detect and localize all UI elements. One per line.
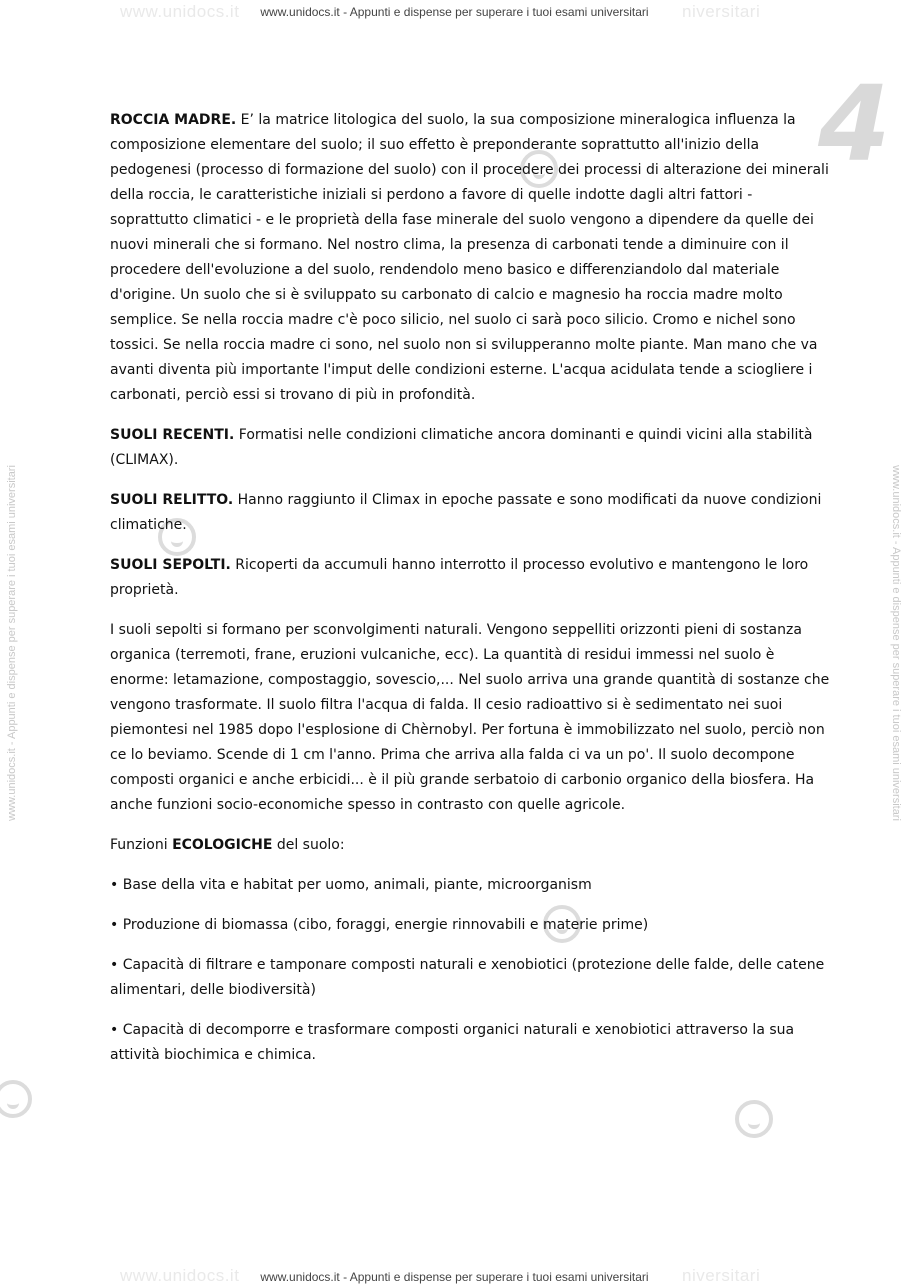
paragraph-suoli-sepolti-detail xyxy=(110,618,835,818)
watermark-ghost-right-top: niversitari xyxy=(682,2,761,21)
page-number: 4 xyxy=(818,63,891,185)
document-body xyxy=(110,108,835,1083)
functions-heading-after: del suolo: xyxy=(272,837,345,853)
paragraph-text: Formatisi nelle condizioni climatiche ancora dominanti e quindi vicini alla stabilità (CLIMAX). xyxy=(110,427,813,468)
watermark-side-left: www.unidocs.it - Appunti e dispense per superare i tuoi esami universitari xyxy=(6,465,18,821)
term-suoli-recenti: SUOLI RECENTI. xyxy=(110,427,235,443)
paragraph-text: I suoli sepolti si formano per sconvolgimenti naturali. Vengono seppelliti orizzonti pieni di sostanza organica (terremoti, frane, eruzioni vulcaniche, ecc). La quantità di residui immessi nel suolo è enorme: letamazione, compostaggio, sovescio,... Nel suolo arriva una grande quantità di sostanze che vengono trasformate. Il suolo filtra l'acqua di falda. Il cesio radioattivo si è sedimentato nei suoi piemontesi nel 1985 dopo l'esplosione di Chèrnobyl. Per fortuna è immobilizzato nel suolo, perciò non ce lo beviamo. Scende di 1 cm l'anno. Prima che arriva alla falda ci va un po'. Il suolo decompone composti organici e anche erbicidi... è il più grande serbatoio di carbonio organico della biosfera. Ha anche funzioni socio-economiche spesso in contrasto con quelle agricole. xyxy=(110,622,830,813)
bullet-item: • Produzione di biomassa (cibo, foraggi, energie rinnovabili e materie prime) xyxy=(110,917,649,933)
term-roccia-madre: ROCCIA MADRE. xyxy=(110,112,237,128)
watermark-banner-bottom: www.unidocs.it - Appunti e dispense per superare i tuoi esami universitari xyxy=(260,1270,649,1284)
term-suoli-relitto: SUOLI RELITTO. xyxy=(110,492,234,508)
paragraph-text: Hanno raggiunto il Climax in epoche passate e sono modificati da nuove condizioni climatiche. xyxy=(110,492,822,533)
functions-heading xyxy=(110,833,835,858)
bullet-item: • Capacità di filtrare e tamponare composti naturali e xenobiotici (protezione delle falde, delle catene alimentari, delle biodiversità) xyxy=(110,957,825,998)
bullet-item: • Base della vita e habitat per uomo, animali, piante, microorganism xyxy=(110,877,592,893)
watermark-banner-top: www.unidocs.it - Appunti e dispense per superare i tuoi esami universitari xyxy=(260,5,649,19)
watermark-ghost-left-top: www.unidocs.it xyxy=(120,2,240,21)
watermark-logo-icon xyxy=(735,1100,773,1138)
paragraph-roccia-madre xyxy=(110,108,835,408)
term-suoli-sepolti: SUOLI SEPOLTI. xyxy=(110,557,231,573)
bullet-item: • Capacità di decomporre e trasformare composti organici naturali e xenobiotici attraverso la sua attività biochimica e chimica. xyxy=(110,1022,795,1063)
paragraph-suoli-recenti xyxy=(110,423,835,473)
paragraph-suoli-relitto xyxy=(110,488,835,538)
watermark-logo-icon xyxy=(0,1080,32,1118)
watermark-ghost-right-bottom: niversitari xyxy=(682,1266,761,1285)
paragraph-suoli-sepolti xyxy=(110,553,835,603)
paragraph-text: Ricoperti da accumuli hanno interrotto il processo evolutivo e mantengono le loro proprietà. xyxy=(110,557,809,598)
functions-heading-term: ECOLOGICHE xyxy=(172,837,273,853)
paragraph-text: E’ la matrice litologica del suolo, la sua composizione mineralogica influenza la composizione elementare del suolo; il suo effetto è preponderante soprattutto all'inizio della pedogenesi (processo di formazione del suolo) con il procedere dei processi di alterazione dei minerali della roccia, le caratteristiche iniziali si perdono a favore di quelle indotte dagli altri fattori - soprattutto climatici - e le proprietà della fase minerale del suolo vengono a dipendere da quelle dei nuovi minerali che si formano. Nel nostro clima, la presenza di carbonati tende a diminuire con il procedere dell'evoluzione a del suolo, rendendolo meno basico e differenziandolo dal materiale d'origine. Un suolo che si è sviluppato su carbonato di calcio e magnesio ha roccia madre molto semplice. Se nella roccia madre c'è poco silicio, nel suolo ci sarà poco silicio. Cromo e nichel sono tossici. Se nella roccia madre ci sono, nel suolo non si svilupperanno molte piante. Man mano che va avanti diventa più importante l'imput delle condizioni esterne. L'acqua acidulata tende a sciogliere i carbonati, perciò essi si trovano di più in profondità. xyxy=(110,112,829,403)
watermark-side-right: www.unidocs.it - Appunti e dispense per superare i tuoi esami universitari xyxy=(890,465,902,821)
functions-heading-before: Funzioni xyxy=(110,837,173,853)
watermark-ghost-left-bottom: www.unidocs.it xyxy=(120,1266,240,1285)
